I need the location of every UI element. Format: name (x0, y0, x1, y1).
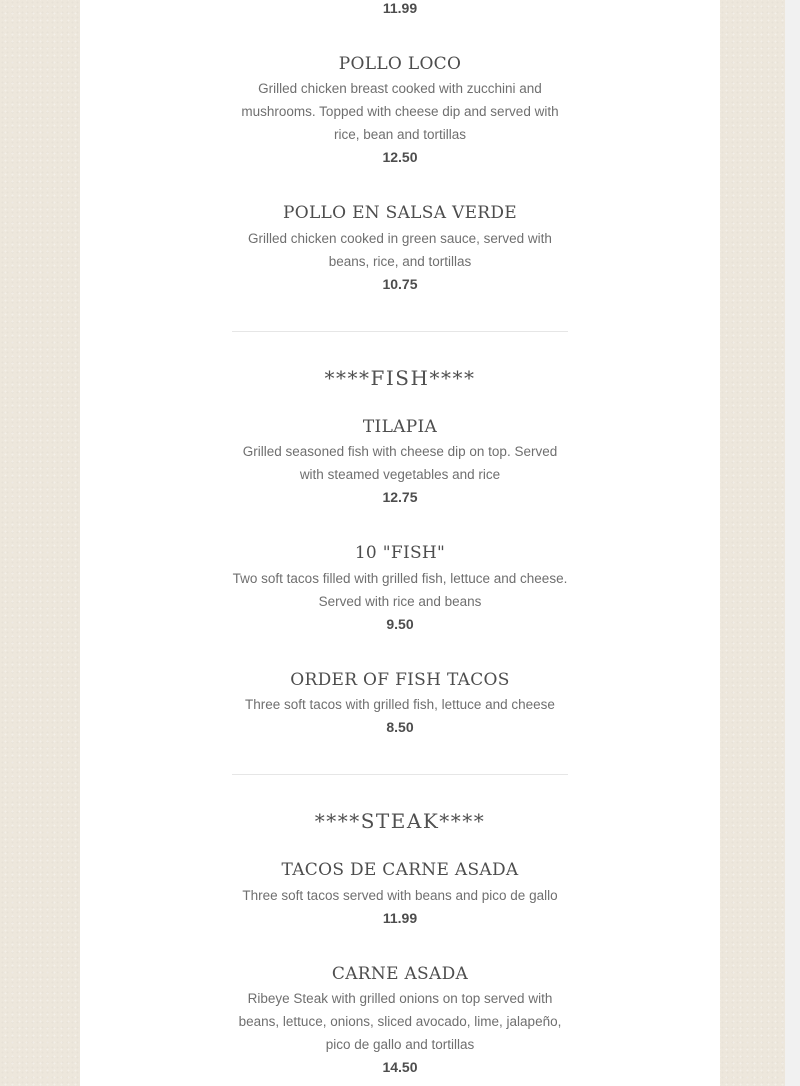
menu-panel (80, 0, 720, 1086)
menu-item-price: 12.75 (382, 489, 418, 505)
menu-item-description: Ribeye Steak with grilled onions on top served with beans, lettuce, onions, sliced avocado, lime, jalapeño, pico de gallo and tortillas (238, 991, 562, 1052)
menu-item-title: TILAPIA (362, 417, 438, 437)
menu-item-description: Grilled chicken breast cooked with zucchini and mushrooms. Topped with cheese dip and served with rice, bean and tortillas (241, 81, 559, 142)
section-divider (232, 331, 568, 332)
menu-item-price: 11.99 (382, 910, 418, 926)
menu-item-price: 9.50 (386, 616, 414, 632)
menu-item-title: 10 "FISH" (354, 543, 446, 563)
menu-item-title: CARNE ASADA (331, 964, 469, 984)
section-title-fish: ****FISH**** (324, 366, 476, 390)
section-divider (232, 774, 568, 775)
menu-item-title: POLLO LOCO (338, 54, 462, 74)
menu-item-price: 11.99 (382, 0, 418, 16)
menu-item-price: 14.50 (382, 1059, 418, 1075)
menu-item-description: Three soft tacos with grilled fish, lettuce and cheese (245, 697, 555, 712)
menu-item-title: POLLO EN SALSA VERDE (282, 203, 518, 223)
menu-item-description: Grilled seasoned fish with cheese dip on top. Served with steamed vegetables and rice (242, 444, 558, 482)
menu-item-price: 10.75 (382, 276, 418, 292)
menu-item-description: Three soft tacos served with beans and pico de gallo (242, 888, 558, 903)
menu-item-price: 8.50 (386, 719, 414, 735)
page-scrollbar[interactable] (785, 0, 800, 1086)
section-title-steak: ****STEAK**** (314, 809, 486, 833)
menu-item-title: ORDER OF FISH TACOS (290, 670, 510, 690)
menu-item-title: TACOS DE CARNE ASADA (281, 860, 519, 880)
menu-item-description: Two soft tacos filled with grilled fish, lettuce and cheese. Served with rice and beans (232, 571, 568, 609)
menu-item-price: 12.50 (382, 149, 418, 165)
menu-item-description: Grilled chicken cooked in green sauce, served with beans, rice, and tortillas (248, 231, 552, 269)
